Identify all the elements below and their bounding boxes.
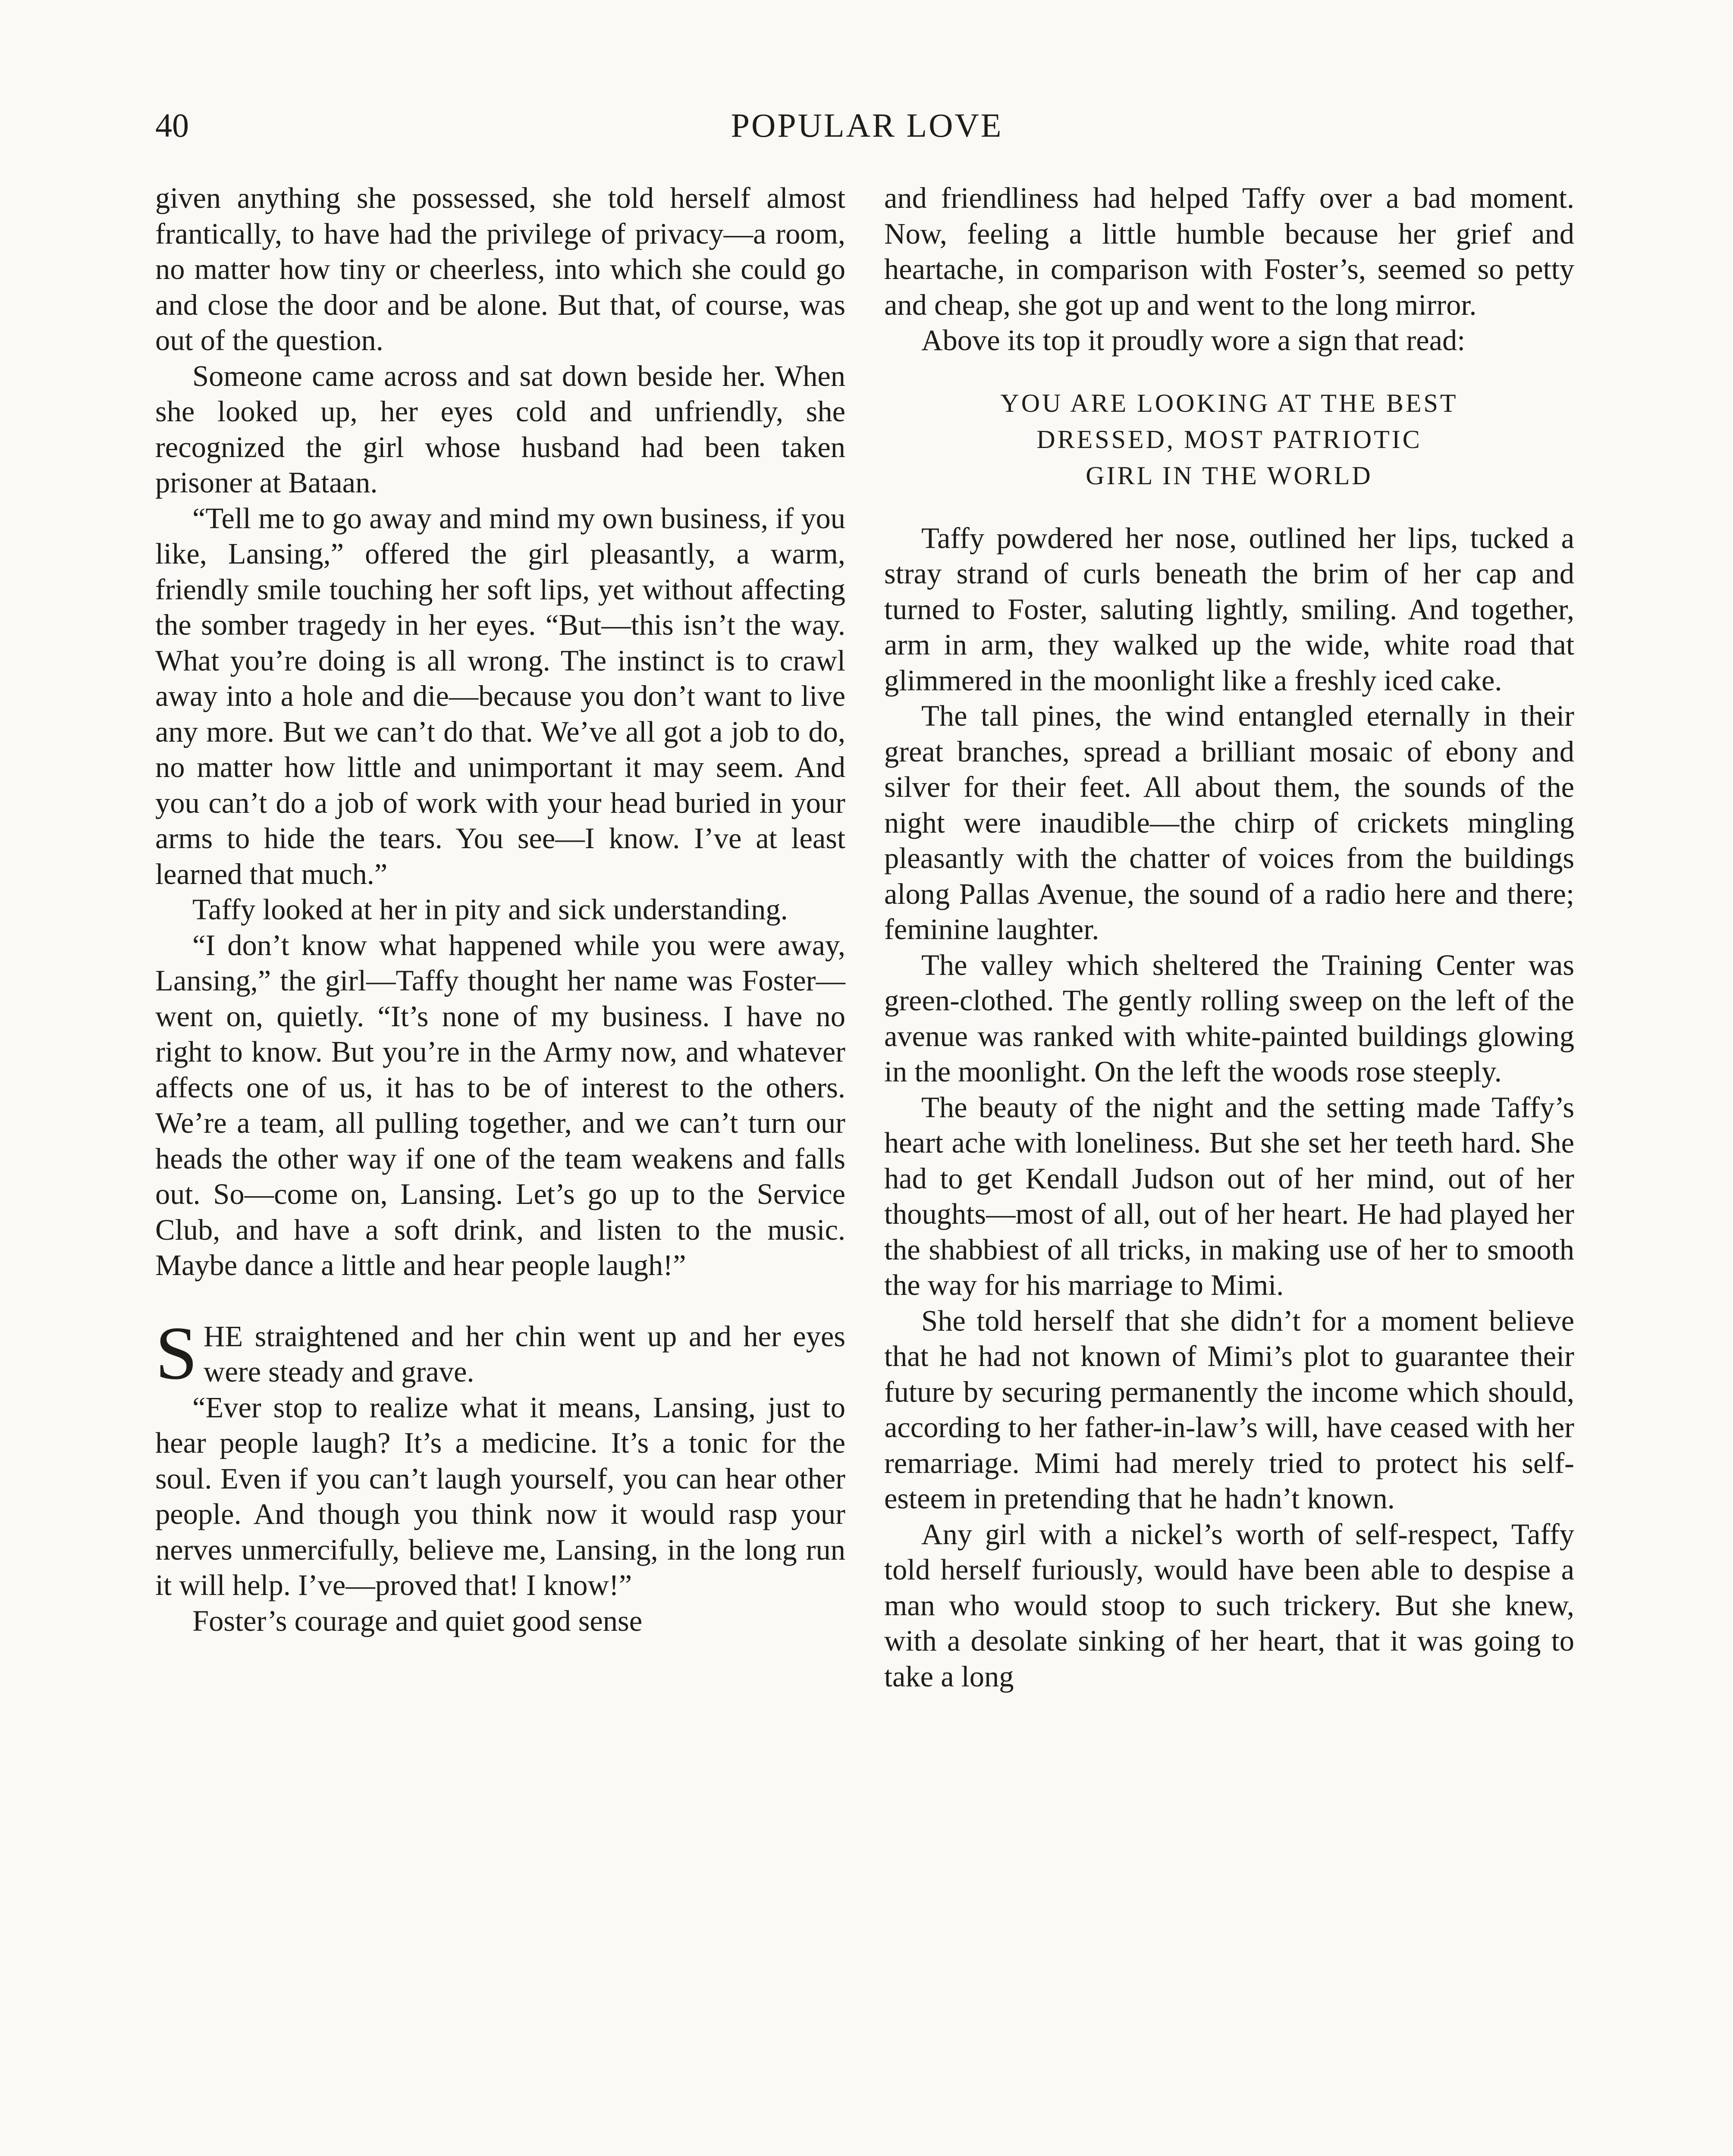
paragraph: Taffy looked at her in pity and sick understanding. [192,893,788,926]
sign-line: YOU ARE LOOKING AT THE BEST [1000,389,1458,417]
paragraph: “I don’t know what happened while you were away, Lansing,” the girl—Taffy thought her name was Foster—went on, quietly. “It’s none of my business. I have no right to know. But you’re in the Army now, and whatever affects one of us, it has to be of interest to the others. We’re a team, all pulling together, and we can’t turn our heads the other way if one of the team weakens and falls out. So—come on, Lansing. Let’s go up to the Service Club, and have a soft drink, and listen to the music. Maybe dance a little and hear people laugh!” [155,928,845,1282]
paragraph: She told herself that she didn’t for a moment believe that he had not known of Mimi’s plot to guarantee their future by securing permanently the income which should, according to her father-in-law’s will, have ceased with her remarriage. Mimi had merely tried to protect his self-esteem in pretending that he hadn’t known. [884,1304,1574,1515]
mirror-sign [884,385,1574,494]
paragraph: Above its top it proudly wore a sign that read: [921,324,1466,357]
sign-line: GIRL IN THE WORLD [1086,461,1373,490]
left-column [155,180,845,1639]
page-number: 40 [155,107,189,144]
section-opening-paragraph [155,1311,845,1395]
right-column [884,180,1574,1694]
page-header [155,102,1579,149]
sign-line: DRESSED, MOST PATRIOTIC [1036,425,1422,454]
paragraph: and friendliness had helped Taffy over a bad moment. Now, feeling a little humble because her grief and heartache, in comparison with Foster’s, seemed so petty and cheap, she got up and went to the long mirror. [884,182,1574,321]
drop-cap: S [155,1311,198,1395]
paragraph: The valley which sheltered the Training Center was green-clothed. The gently rolling sweep on the left of the avenue was ranked with white-painted buildings glowing in the moonlight. On the left the woods rose steeply. [884,948,1574,1088]
paragraph: Foster’s courage and quiet good sense [192,1604,643,1637]
paragraph: The tall pines, the wind entangled eternally in their great branches, spread a brilliant mosaic of ebony and silver for their feet. All about them, the sounds of the night were inaudible—the chirp of crickets mingling pleasantly with the chatter of voices from the buildings along Pallas Avenue, the sound of a radio here and there; feminine laughter. [884,699,1574,946]
paragraph: given anything she possessed, she told herself almost frantically, to have had the privilege of privacy—a room, no matter how tiny or cheerless, into which she could go and close the door and be alone. But that, of course, was out of the question. [155,182,845,357]
paragraph: “Tell me to go away and mind my own business, if you like, Lansing,” offered the girl pleasantly, a warm, friendly smile touching her soft lips, yet without affecting the somber tragedy in her eyes. “But—this isn’t the way. What you’re doing is all wrong. The instinct is to crawl away into a hole and die—because you don’t want to live any more. But we can’t do that. We’ve all got a job to do, no matter how little and unimportant it may seem. And you can’t do a job of work with your head buried in your arms to hide the tears. You see—I know. I’ve at least learned that much.” [155,501,845,890]
paragraph-text: HE straightened and her chin went up and her eyes were steady and grave. [203,1319,845,1388]
paragraph: The beauty of the night and the setting made Taffy’s heart ache with loneliness. But she set her teeth hard. She had to get Kendall Judson out of her mind, out of her thoughts—most of all, out of her heart. He had played her the shabbiest of all tricks, in making use of her to smooth the way for his marriage to Mimi. [884,1091,1574,1301]
paragraph: Someone came across and sat down beside her. When she looked up, her eyes cold and unfriendly, she recognized the girl whose husband had been taken prisoner at Bataan. [155,359,845,499]
paragraph: “Ever stop to realize what it means, Lansing, just to hear people laugh? It’s a medicine. It’s a tonic for the soul. Even if you can’t laugh yourself, you can hear other people. And though you think now it would rasp your nerves unmercifully, believe me, Lansing, in the long run it will help. I’ve—proved that! I know!” [155,1391,845,1601]
paragraph: Any girl with a nickel’s worth of self-respect, Taffy told herself furiously, would have been able to despise a man who would stoop to such trickery. But she knew, with a desolate sinking of her heart, that it was going to take a long [884,1517,1574,1693]
paragraph: Taffy powdered her nose, outlined her lips, tucked a stray strand of curls beneath the brim of her cap and turned to Foster, saluting lightly, smiling. And together, arm in arm, they walked up the wide, white road that glimmered in the moonlight like a freshly iced cake. [884,521,1574,697]
running-title: POPULAR LOVE [731,107,1003,144]
